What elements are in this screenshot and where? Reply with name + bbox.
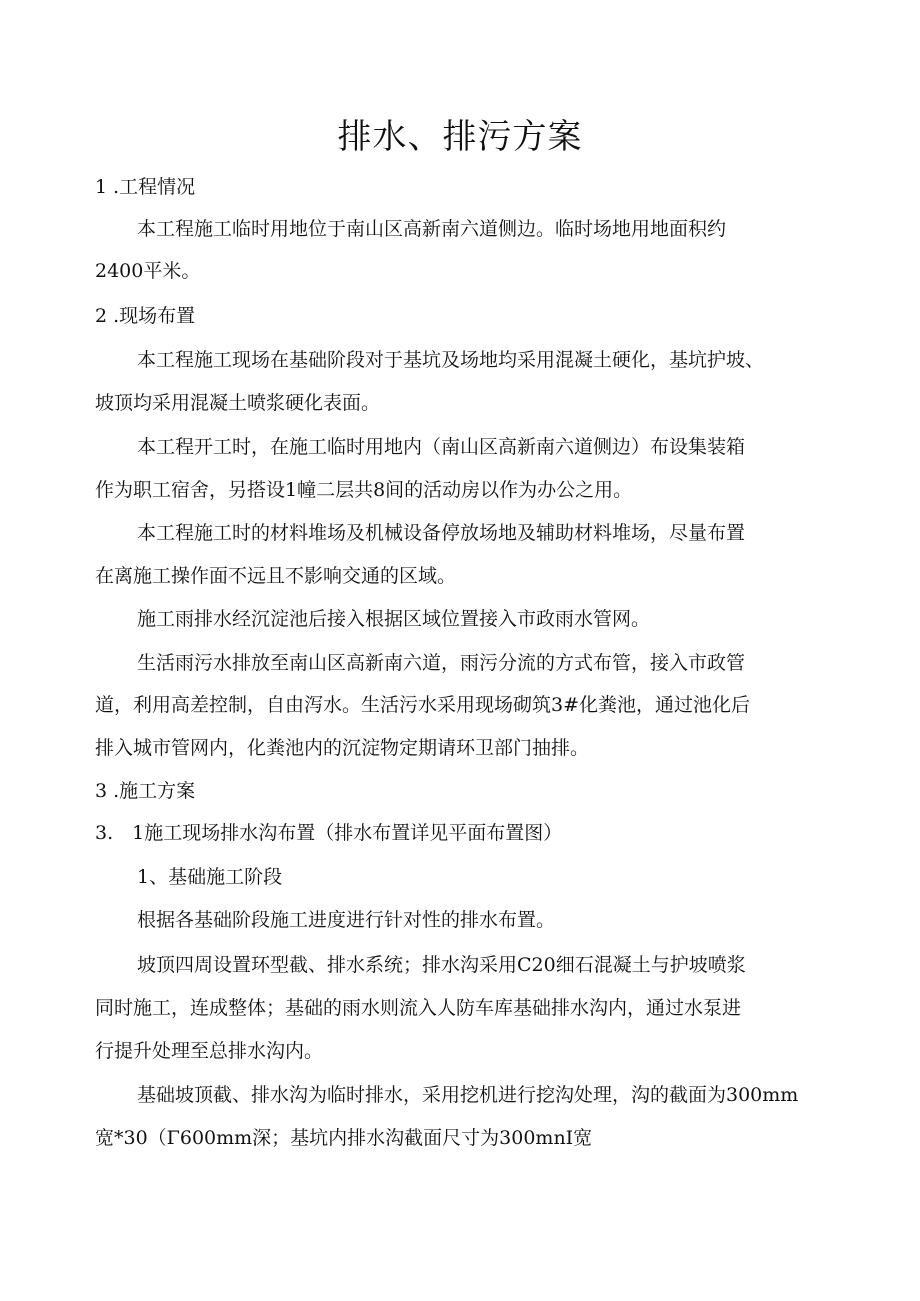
paragraph-line: 本工程施工临时用地位于南山区高新南六道侧边。临时场地用地面积约: [137, 218, 727, 240]
paragraph-line: 施工雨排水经沉淀池后接入根据区域位置接入市政雨水管网。: [137, 608, 651, 630]
paragraph-line: 在离施工操作面不远且不影响交通的区域。: [95, 565, 457, 587]
section-heading-2: 2 .现场布置: [95, 305, 196, 327]
paragraph-line: 道，利用高差控制，自由泻水。生活污水采用现场砌筑3#化粪池，通过池化后: [95, 694, 751, 716]
section-heading-3: 3 .施工方案: [95, 780, 196, 802]
paragraph-line: 坡顶均采用混凝土喷浆硬化表面。: [95, 392, 381, 414]
paragraph-line: 根据各基础阶段施工进度进行针对性的排水布置。: [137, 909, 556, 931]
page-title: 排水、排污方案: [337, 117, 583, 157]
paragraph-line: 坡顶四周设置环型截、排水系统；排水沟采用C20细石混凝土与护坡喷浆: [137, 954, 746, 976]
paragraph-line: 排入城市管网内，化粪池内的沉淀物定期请环卫部门抽排。: [95, 737, 590, 759]
paragraph-line: 本工程施工时的材料堆场及机械设备停放场地及辅助材料堆场，尽量布置: [137, 522, 746, 544]
section-heading-1: 1 .工程情况: [95, 176, 196, 198]
paragraph-line: 1、基础施工阶段: [137, 866, 283, 888]
paragraph-line: 本工程开工时，在施工临时用地内（南山区高新南六道侧边）布设集装箱: [137, 436, 746, 458]
paragraph-line: 基础坡顶截、排水沟为临时排水，采用挖机进行挖沟处理，沟的截面为300mm: [137, 1084, 799, 1106]
paragraph-line: 2400平米。: [95, 260, 201, 282]
paragraph-line: 作为职工宿舍，另搭设1幢二层共8间的活动房以作为办公之用。: [95, 479, 633, 501]
paragraph-line: 生活雨污水排放至南山区高新南六道，雨污分流的方式布管，接入市政管: [137, 652, 746, 674]
paragraph-line: 宽*30（Γ600mm深；基坑内排水沟截面尺寸为300mnI宽: [95, 1127, 593, 1149]
paragraph-line: 本工程施工现场在基础阶段对于基坑及场地均采用混凝土硬化，基坑护坡、: [137, 349, 765, 371]
subsection-heading: 3. 1施工现场排水沟布置（排水布置详见平面布置图）: [95, 822, 563, 844]
paragraph-line: 同时施工，连成整体；基础的雨水则流入人防车库基础排水沟内，通过水泵进: [95, 997, 742, 1019]
paragraph-line: 行提升处理至总排水沟内。: [95, 1040, 324, 1062]
